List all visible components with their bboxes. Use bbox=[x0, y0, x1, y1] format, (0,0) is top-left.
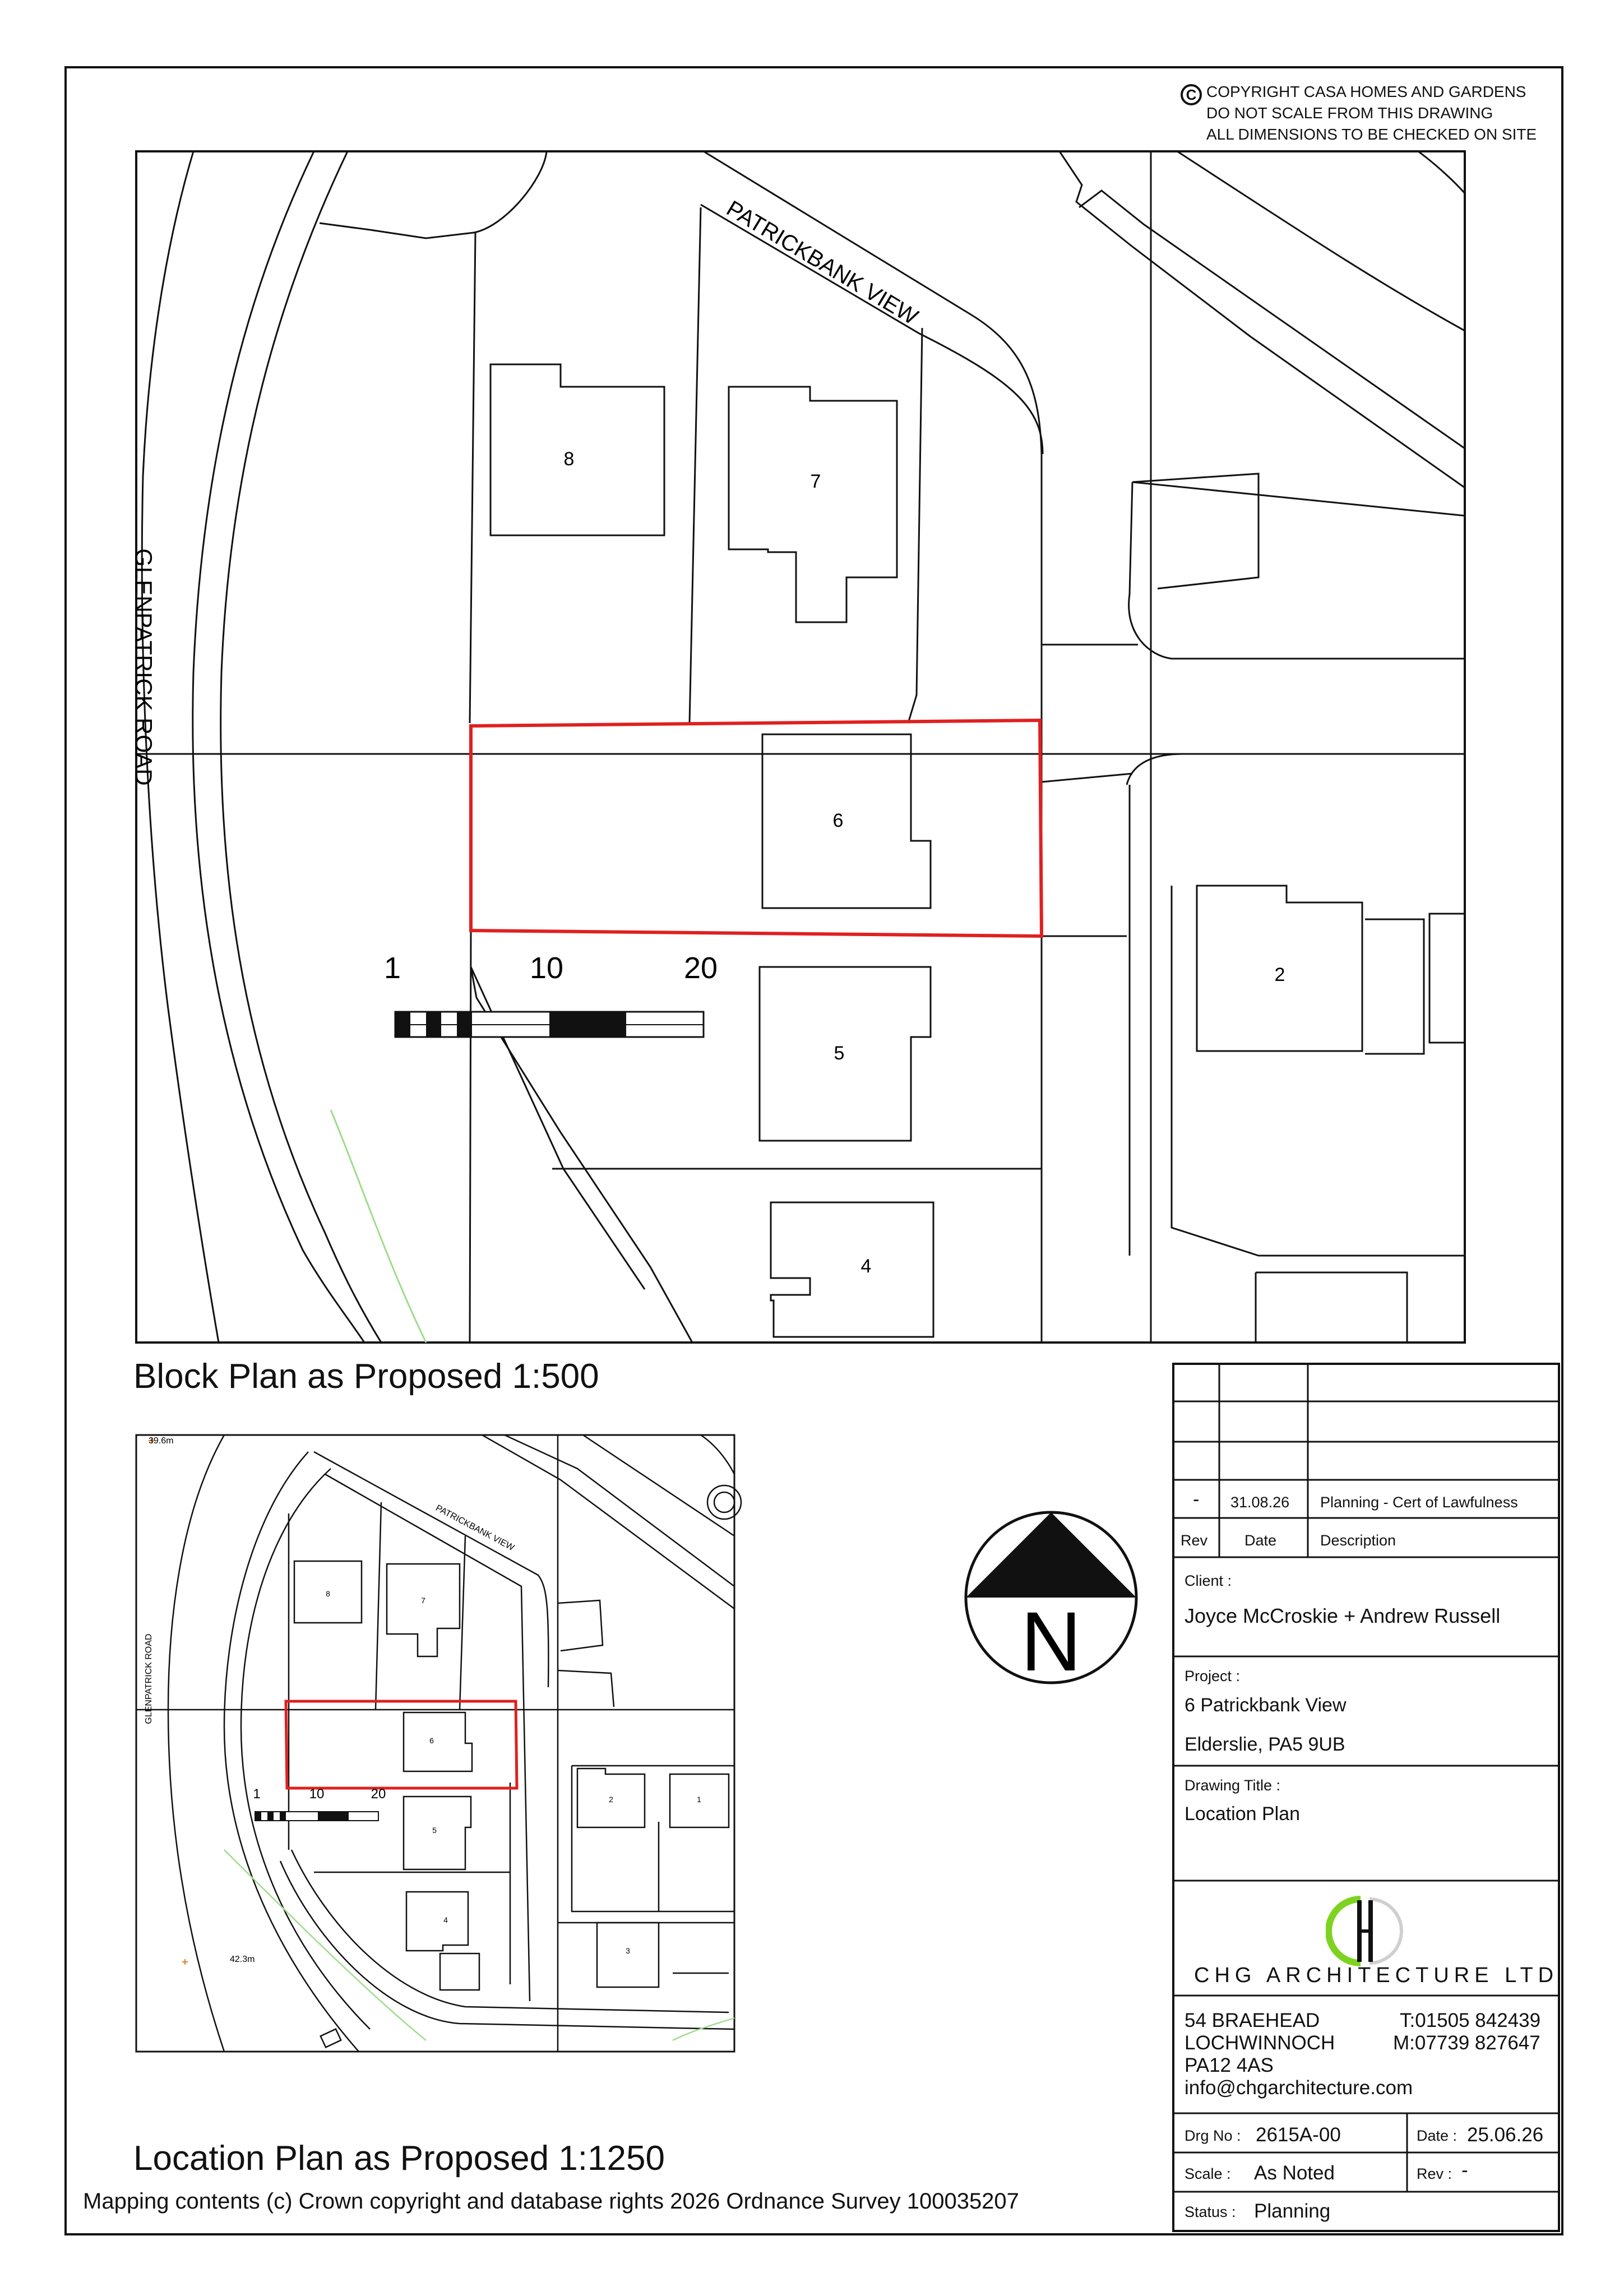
drg-no-label: Drg No : bbox=[1185, 2127, 1241, 2144]
plot-number-6: 6 bbox=[832, 810, 844, 831]
rev-value: - bbox=[1461, 2159, 1468, 2181]
status-label: Status : bbox=[1185, 2204, 1236, 2220]
plot-number-7: 7 bbox=[810, 471, 821, 492]
company-address-line-1: 54 BRAEHEAD bbox=[1185, 2010, 1320, 2031]
location-plot-4: 4 bbox=[443, 1915, 448, 1924]
location-plot-3: 3 bbox=[626, 1946, 630, 1955]
date-label: Date : bbox=[1417, 2127, 1458, 2144]
revision-rev: - bbox=[1193, 1489, 1200, 1510]
company-phone: T:01505 842439 bbox=[1400, 2010, 1541, 2031]
location-plot-7: 7 bbox=[421, 1596, 425, 1605]
project-label: Project : bbox=[1185, 1668, 1241, 1684]
header-description: Description bbox=[1320, 1532, 1396, 1549]
plot-number-8: 8 bbox=[563, 448, 575, 470]
copyright-symbol: C bbox=[1186, 86, 1197, 103]
company-mobile: M:07739 827647 bbox=[1393, 2032, 1540, 2054]
drg-no: 2615A-00 bbox=[1256, 2124, 1341, 2146]
revision-description: Planning - Cert of Lawfulness bbox=[1320, 1494, 1518, 1511]
revision-date: 31.08.26 bbox=[1230, 1494, 1290, 1511]
scale-label-1: 1 bbox=[383, 951, 401, 985]
rev-label: Rev : bbox=[1417, 2165, 1452, 2182]
company-email: info@chgarchitecture.com bbox=[1185, 2077, 1413, 2099]
company-address-line-3: PA12 4AS bbox=[1185, 2054, 1274, 2076]
scale-label-20: 20 bbox=[683, 951, 718, 985]
status-value: Planning bbox=[1254, 2200, 1331, 2222]
location-plot-8: 8 bbox=[326, 1589, 330, 1598]
date-value: 25.06.26 bbox=[1467, 2124, 1544, 2146]
client-label: Client : bbox=[1185, 1572, 1232, 1589]
copyright-line-1: COPYRIGHT CASA HOMES AND GARDENS bbox=[1206, 83, 1526, 100]
location-road-label-patrickbank: PATRICKBANK VIEW bbox=[434, 1503, 516, 1553]
project-address-line-1: 6 Patrickbank View bbox=[1185, 1695, 1347, 1716]
project-address-line-2: Elderslie, PA5 9UB bbox=[1185, 1734, 1345, 1755]
location-scale-label-20: 20 bbox=[371, 1786, 386, 1802]
road-label-patrickbank-view: PATRICKBANK VIEW bbox=[722, 196, 923, 330]
plot-number-4: 4 bbox=[860, 1256, 872, 1277]
header-date: Date bbox=[1244, 1532, 1277, 1549]
drawing-title-label: Drawing Title : bbox=[1185, 1777, 1281, 1794]
north-letter: N bbox=[1020, 1594, 1082, 1687]
location-plan-title: Location Plan as Proposed 1:1250 bbox=[133, 2139, 665, 2178]
scale-value: As Noted bbox=[1254, 2162, 1335, 2184]
drawing-title: Location Plan bbox=[1185, 1803, 1301, 1825]
copyright-line-3: ALL DIMENSIONS TO BE CHECKED ON SITE bbox=[1206, 126, 1537, 143]
client-name: Joyce McCroskie + Andrew Russell bbox=[1185, 1604, 1501, 1627]
scale-label-10: 10 bbox=[529, 951, 564, 985]
location-plot-6: 6 bbox=[429, 1736, 434, 1745]
company-name: CHG ARCHITECTURE LTD bbox=[1194, 1964, 1559, 1987]
location-plot-2: 2 bbox=[609, 1795, 613, 1804]
location-scale-label-1: 1 bbox=[253, 1786, 261, 1802]
location-road-label-glenpatrick: GLENPATRICK ROAD bbox=[144, 1633, 154, 1724]
location-plot-5: 5 bbox=[432, 1826, 437, 1835]
company-address-line-2: LOCHWINNOCH bbox=[1185, 2032, 1335, 2054]
road-label-glenpatrick-road: GLENPATRICK ROAD bbox=[131, 548, 157, 786]
copyright-line-2: DO NOT SCALE FROM THIS DRAWING bbox=[1206, 104, 1493, 122]
spot-height-42-3: 42.3m bbox=[230, 1955, 255, 1964]
company-logo-icon bbox=[1326, 1895, 1404, 1968]
location-plot-1: 1 bbox=[697, 1795, 701, 1804]
location-scale-label-10: 10 bbox=[309, 1786, 325, 1802]
scale-label: Scale : bbox=[1185, 2165, 1231, 2182]
header-rev: Rev bbox=[1181, 1532, 1208, 1549]
plot-number-2: 2 bbox=[1274, 964, 1285, 985]
plot-number-5: 5 bbox=[834, 1043, 845, 1064]
spot-height-39-6: 39.6m bbox=[149, 1436, 174, 1446]
block-plan-title: Block Plan as Proposed 1:500 bbox=[133, 1357, 599, 1396]
mapping-credit: Mapping contents (c) Crown copyright and database rights 2026 Ordnance Survey 100035207 bbox=[83, 2189, 1019, 2214]
